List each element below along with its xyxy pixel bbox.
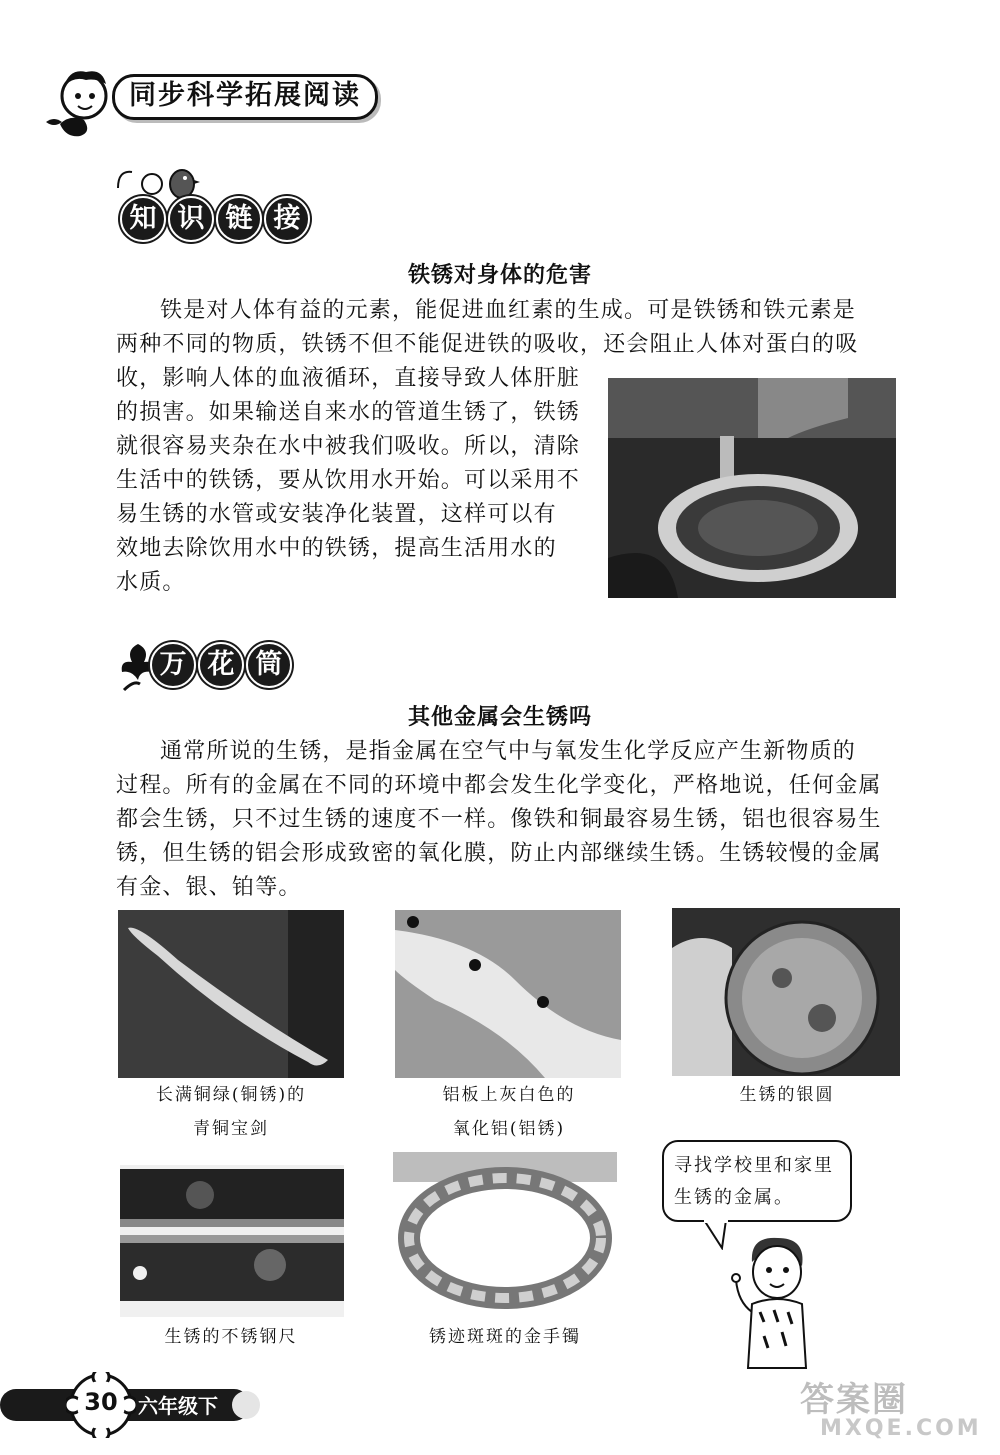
badge-char: 万: [150, 642, 196, 688]
caption-line: 生锈的银圆: [739, 1085, 835, 1105]
badge-char: 接: [264, 196, 310, 242]
aluminum-plate-photo: [395, 910, 621, 1078]
paragraph-line: 铁是对人体有益的元素，能促进血红素的生成。可是铁锈和铁元素是: [160, 298, 857, 323]
caption-line: 长满铜绿(铜锈)的: [155, 1085, 307, 1105]
badge-char: 链: [216, 196, 262, 242]
paragraph-line: 的损害。如果输送自来水的管道生锈了，铁锈: [116, 400, 581, 425]
badge-char: 筒: [246, 642, 292, 688]
grade-label: 六年级下: [138, 1394, 218, 1418]
section-title-other-metals: 其他金属会生锈吗: [407, 705, 592, 730]
paragraph-line: 易生锈的水管或安装净化装置，这样可以有: [116, 502, 557, 527]
caption-line: 青铜宝剑: [193, 1119, 269, 1139]
speech-line: 生锈的金属。: [674, 1187, 794, 1208]
speech-bubble: [662, 1140, 852, 1222]
paragraph-line: 过程。所有的金属在不同的环境中都会发生化学变化，严格地说，任何金属: [116, 773, 882, 798]
section-badge-kaleidoscope: [150, 642, 294, 688]
caption-bronze-sword: [100, 1078, 362, 1146]
watermark-url: MXQE.COM: [820, 1416, 982, 1441]
section-paragraph-other-metals: [116, 735, 916, 905]
caption-stainless-ruler: [100, 1320, 362, 1354]
badge-char: 识: [168, 196, 214, 242]
badge-char: 知: [120, 196, 166, 242]
paragraph-line: 效地去除饮用水中的铁锈，提高生活用水的: [116, 536, 557, 561]
caption-line: 生锈的不锈钢尺: [164, 1327, 298, 1347]
paragraph-line: 两种不同的物质，铁锈不但不能促进铁的吸收，还会阻止人体对蛋白的吸: [116, 332, 859, 357]
gold-bracelet-photo: [393, 1152, 617, 1320]
caption-gold-bracelet: [374, 1320, 636, 1354]
boy-character-icon: [730, 1232, 820, 1372]
bronze-sword-photo: [118, 910, 344, 1078]
caption-line: 铝板上灰白色的: [442, 1085, 576, 1105]
caption-line: 锈迹斑斑的金手镯: [429, 1327, 581, 1347]
paragraph-line: 水质。: [116, 570, 186, 595]
mascot-logo-icon: [40, 62, 120, 142]
paragraph-line: 通常所说的生锈，是指金属在空气中与氧发生化学反应产生新物质的: [160, 739, 857, 764]
caption-line: 氧化铝(铝锈): [452, 1119, 566, 1139]
paragraph-line: 有金、银、铂等。: [116, 875, 302, 900]
series-title: 同步科学拓展阅读: [112, 74, 378, 120]
paragraph-line: 就很容易夹杂在水中被我们吸收。所以，清除: [116, 434, 581, 459]
section-badge-knowledge-link: [120, 196, 312, 242]
badge-char: 花: [198, 642, 244, 688]
faucet-water-photo: [608, 378, 896, 598]
paragraph-line: 锈，但生锈的铝会形成致密的氧化膜，防止内部继续生锈。生锈较慢的金属: [116, 841, 882, 866]
section-title-iron-rust: 铁锈对身体的危害: [407, 263, 592, 288]
paragraph-line: 都会生锈，只不过生锈的速度不一样。像铁和铜最容易生锈，铝也很容易生: [116, 807, 882, 832]
watermark-logo: 答案圈: [800, 1380, 908, 1420]
caption-silver-coin: [656, 1078, 918, 1112]
speech-line: 寻找学校里和家里: [674, 1155, 834, 1176]
stainless-ruler-photo: [120, 1165, 344, 1317]
caption-aluminum-plate: [378, 1078, 640, 1146]
paragraph-line: 收，影响人体的血液循环，直接导致人体肝脏: [116, 366, 581, 391]
page-number: 30: [84, 1388, 118, 1416]
paragraph-line: 生活中的铁锈，要从饮用水开始。可以采用不: [116, 468, 581, 493]
silver-coin-photo: [672, 908, 900, 1076]
